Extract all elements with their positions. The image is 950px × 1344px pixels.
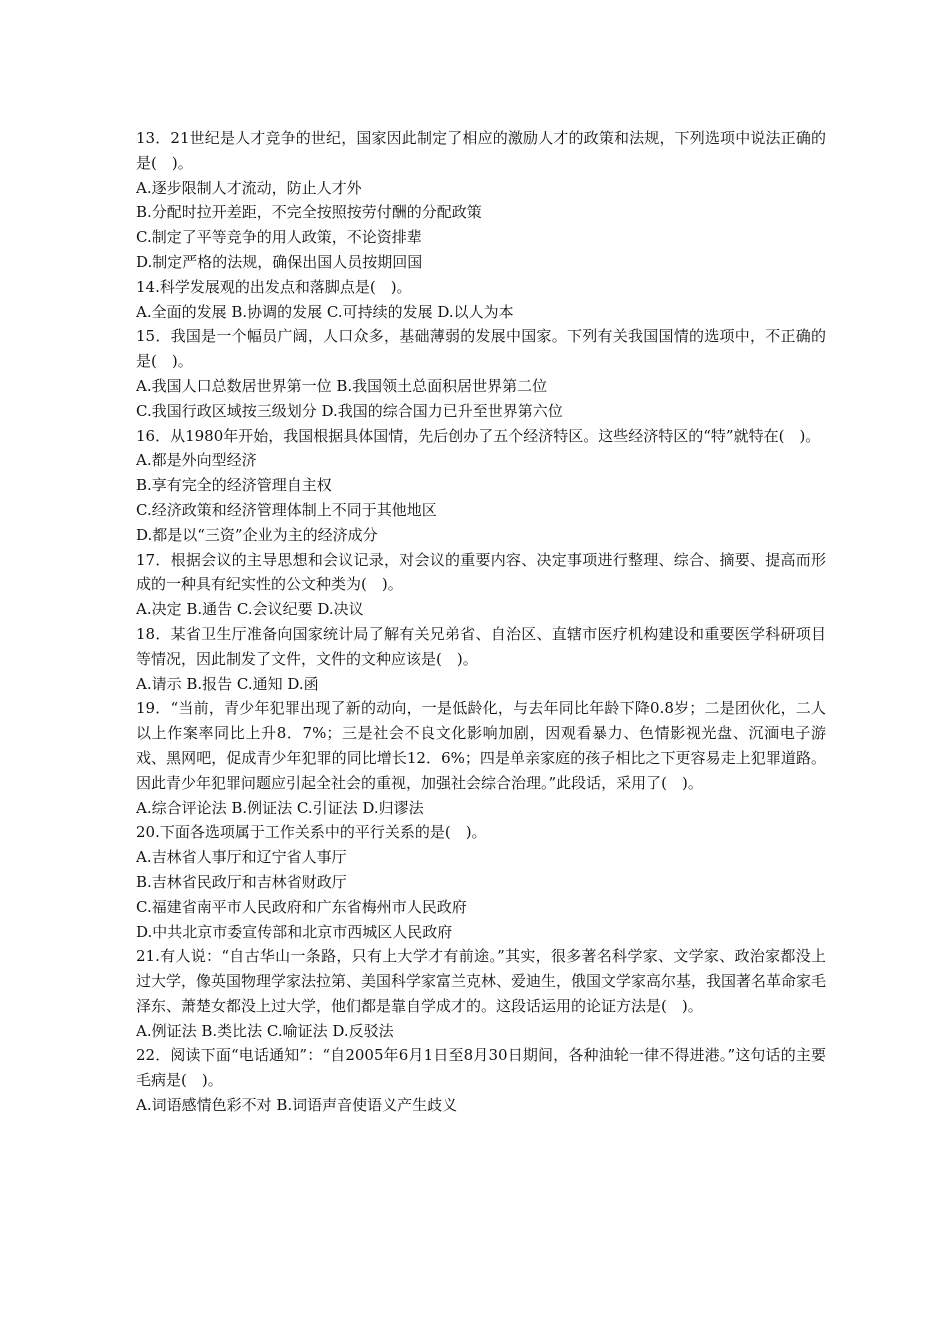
options-line: A.综合评论法 B.例证法 C.引证法 D.归谬法 [136, 798, 424, 817]
option-a: A.都是外向型经济 [136, 451, 257, 470]
question-stem: 14.科学发展观的出发点和落脚点是( )。 [136, 277, 412, 296]
question-18 [136, 622, 826, 696]
option-c: C.福建省南平市人民政府和广东省梅州市人民政府 [136, 897, 467, 916]
option-d: D.都是以“三资”企业为主的经济成分 [136, 525, 378, 544]
question-stem: 21.有人说：“自古华山一条路，只有上大学才有前途。”其实，很多著名科学家、文学家、政治家都没上过大学，像英国物理学家法拉第、美国科学家富兰克林、爱迪生，俄国文学家高尔基，我国著名革命家毛泽东、萧楚女都没上过大学，他们都是靠自学成才的。这段话运用的论证方法是( )。 [136, 947, 827, 1015]
option-c: C.制定了平等竞争的用人政策，不论资排辈 [136, 228, 422, 247]
option-d: D.中共北京市委宣传部和北京市西城区人民政府 [136, 922, 453, 941]
options-line-cd: C.我国行政区域按三级划分 D.我国的综合国力已升至世界第六位 [136, 401, 563, 420]
question-16 [136, 424, 826, 548]
question-20 [136, 820, 826, 944]
option-a: A.吉林省人事厅和辽宁省人事厅 [136, 848, 347, 867]
question-21 [136, 944, 826, 1043]
question-22 [136, 1043, 826, 1117]
question-stem: 15．我国是一个幅员广阔，人口众多，基础薄弱的发展中国家。下列有关我国国情的选项中，不正确的是( )。 [136, 327, 826, 371]
question-19 [136, 696, 826, 820]
question-13 [136, 126, 826, 275]
question-stem: 18．某省卫生厅准备向国家统计局了解有关兄弟省、自治区、直辖市医疗机构建设和重要医学科研项目等情况，因此制发了文件，文件的文种应该是( )。 [136, 624, 826, 668]
options-line: A.词语感情色彩不对 B.词语声音使语义产生歧义 [136, 1096, 458, 1115]
question-17 [136, 548, 826, 622]
option-b: B.分配时拉开差距，不完全按照按劳付酬的分配政策 [136, 203, 482, 222]
option-a: A.逐步限制人才流动，防止人才外 [136, 178, 362, 197]
question-stem: 13．21世纪是人才竞争的世纪，国家因此制定了相应的激励人才的政策和法规，下列选项中说法正确的是( )。 [136, 129, 826, 172]
options-line: A.决定 B.通告 C.会议纪要 D.决议 [136, 600, 364, 619]
question-stem: 16．从1980年开始，我国根据具体国情，先后创办了五个经济特区。这些经济特区的“特”就特在( )。 [136, 426, 821, 445]
options-line: A.全面的发展 B.协调的发展 C.可持续的发展 D.以人为本 [136, 302, 514, 321]
options-line-ab: A.我国人口总数居世界第一位 B.我国领土总面积居世界第二位 [136, 376, 548, 395]
question-stem: 17．根据会议的主导思想和会议记录，对会议的重要内容、决定事项进行整理、综合、摘要、提高而形成的一种具有纪实性的公文种类为( )。 [136, 550, 826, 594]
question-15 [136, 324, 826, 423]
option-d: D.制定严格的法规，确保出国人员按期回国 [136, 252, 423, 271]
option-c: C.经济政策和经济管理体制上不同于其他地区 [136, 500, 437, 519]
options-line: A.例证法 B.类比法 C.喻证法 D.反驳法 [136, 1021, 394, 1040]
option-b: B.吉林省民政厅和吉林省财政厅 [136, 872, 347, 891]
question-14 [136, 275, 826, 325]
question-stem: 22．阅读下面“电话通知”：“自2005年6月1日至8月30日期间，各种油轮一律不得进港。”这句话的主要毛病是( )。 [136, 1046, 826, 1090]
question-stem: 20.下面各选项属于工作关系中的平行关系的是( )。 [136, 823, 487, 842]
option-b: B.享有完全的经济管理自主权 [136, 476, 332, 495]
options-line: A.请示 B.报告 C.通知 D.函 [136, 674, 319, 693]
document-page [136, 126, 826, 1118]
question-stem: 19．“当前，青少年犯罪出现了新的动向，一是低龄化，与去年同比年龄下降0.8岁；二是团伙化，二人以上作案率同比上升8．7%；三是社会不良文化影响加剧，因观看暴力、色情影视光盘、沉湎电子游戏、黑网吧，促成青少年犯罪的同比增长12．6%；四是单亲家庭的孩子相比之下更容易走上犯罪道路。因此青少年犯罪问题应引起全社会的重视，加强社会综合治理。”此段话，采用了( )。 [136, 699, 826, 792]
